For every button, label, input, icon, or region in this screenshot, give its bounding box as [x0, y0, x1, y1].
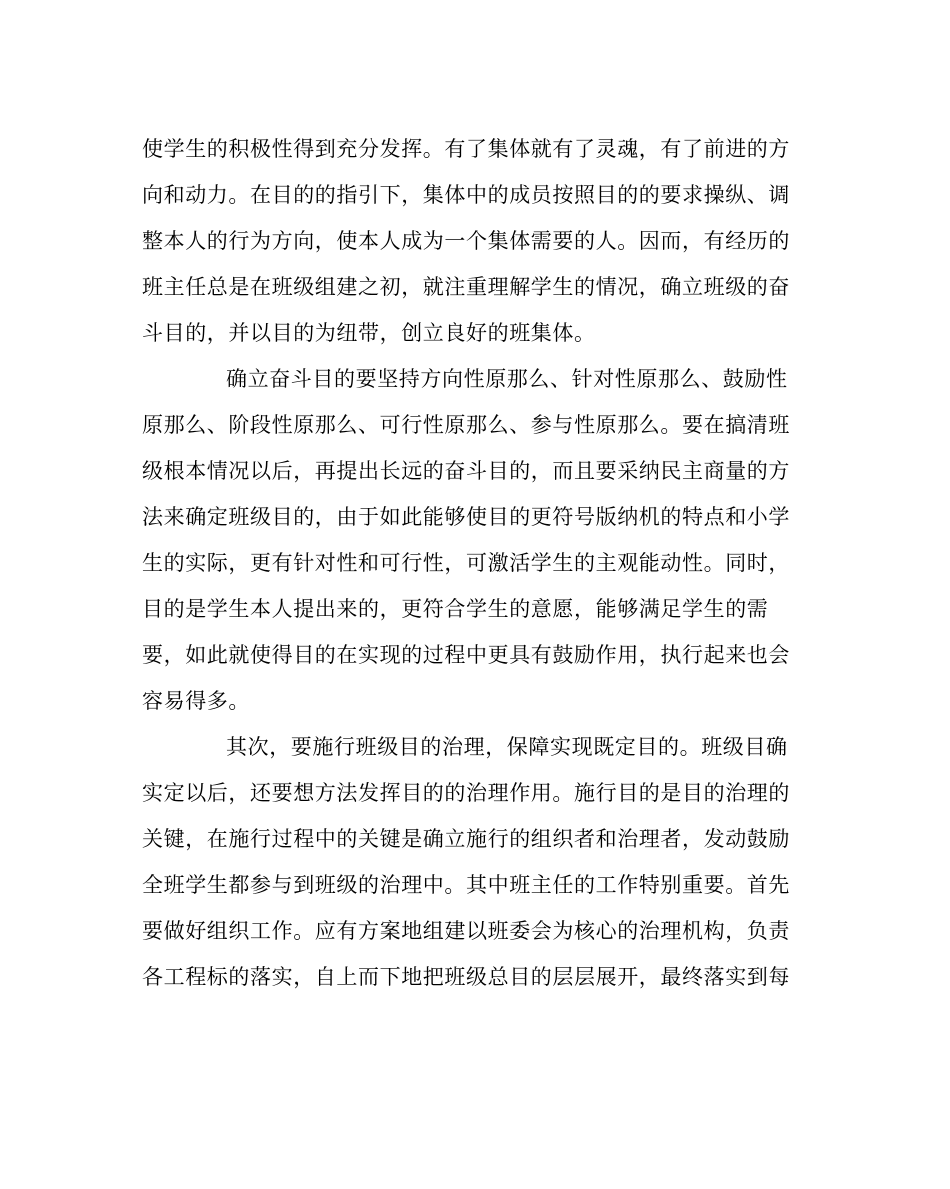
paragraph-2-line-4: 法来确定班级目的，由于如此能够使目的更符号版纳机的特点和小学 — [142, 505, 790, 529]
paragraph-2-line-7: 要，如此就使得目的在实现的过程中更具有鼓励作用，执行起来也会 — [142, 643, 790, 667]
paragraph-2-line-8: 容易得多。 — [142, 689, 250, 713]
paragraph-3-line-6: 各工程标的落实，自上而下地把班级总目的层层展开，最终落实到每 — [142, 965, 790, 989]
paragraph-1-line-2: 向和动力。在目的的指引下，集体中的成员按照目的的要求操纵、调 — [142, 183, 790, 207]
paragraph-1-line-5: 斗目的，并以目的为纽带，创立良好的班集体。 — [142, 321, 596, 345]
paragraph-2-line-5: 生的实际，更有针对性和可行性，可激活学生的主观能动性。同时， — [142, 551, 790, 575]
paragraph-3-line-1: 其次，要施行班级目的治理，保障实现既定目的。班级目确 — [226, 735, 788, 759]
paragraph-1-line-4: 班主任总是在班级组建之初，就注重理解学生的情况，确立班级的奋 — [142, 275, 790, 299]
paragraph-2-line-3: 级根本情况以后，再提出长远的奋斗目的，而且要采纳民主商量的方 — [142, 459, 790, 483]
paragraph-2-line-1: 确立奋斗目的要坚持方向性原那么、针对性原那么、鼓励性 — [226, 367, 788, 391]
paragraph-3-line-3: 关键，在施行过程中的关键是确立施行的组织者和治理者，发动鼓励 — [142, 827, 790, 851]
paragraph-3-line-4: 全班学生都参与到班级的治理中。其中班主任的工作特别重要。首先 — [142, 873, 790, 897]
paragraph-3-line-2: 实定以后，还要想方法发挥目的的治理作用。施行目的是目的治理的 — [142, 781, 790, 805]
paragraph-1-line-1: 使学生的积极性得到充分发挥。有了集体就有了灵魂，有了前进的方 — [142, 137, 790, 161]
body-text — [142, 126, 802, 1000]
paragraph-2-line-2: 原那么、阶段性原那么、可行性原那么、参与性原那么。要在搞清班 — [142, 413, 790, 437]
paragraph-2-line-6: 目的是学生本人提出来的，更符合学生的意愿，能够满足学生的需 — [142, 597, 769, 621]
paragraph-3-line-5: 要做好组织工作。应有方案地组建以班委会为核心的治理机构，负责 — [142, 919, 790, 943]
paragraph-1-line-3: 整本人的行为方向，使本人成为一个集体需要的人。因而，有经历的 — [142, 229, 790, 253]
